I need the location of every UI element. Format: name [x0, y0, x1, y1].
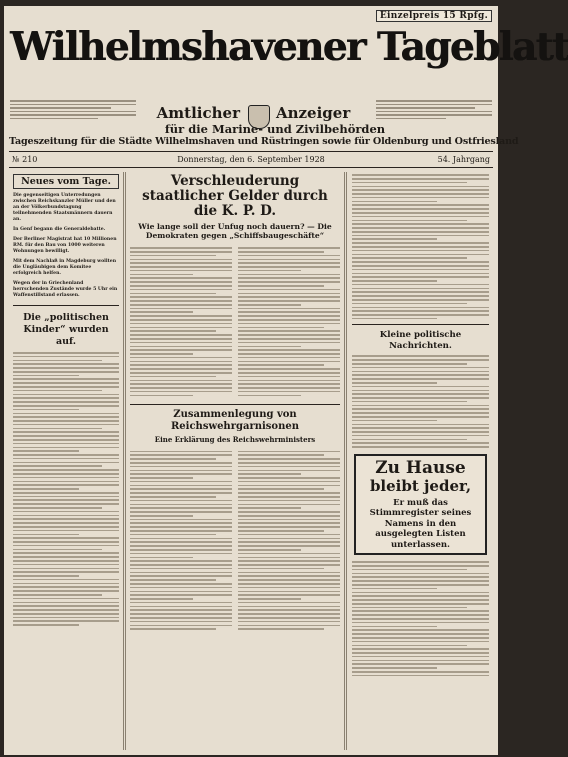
- volume-number: 54. Jahrgang: [437, 155, 490, 164]
- publisher-info-left: [10, 98, 136, 134]
- right-column-text-bottom: [352, 561, 489, 676]
- news-box-title: Neues vom Tage.: [13, 174, 119, 189]
- main-subheadline: Wie lange soll der Unfug noch dauern? — Die Demokraten gegen „Schiffsbaugeschäfte“: [138, 222, 332, 240]
- masthead-title: Wilhelmshavener Tageblatt: [10, 24, 568, 70]
- notice-line1: Zu Hause: [375, 457, 466, 478]
- main-article-col-b: [238, 245, 340, 398]
- news-box-item-1: Die gegenseitigen Unterredungen zwischen Reichskanzler Müller und den an der Völkerbundstagung teilnehmenden Staatsmännern dauern an.: [13, 193, 116, 222]
- left-column: [9, 172, 124, 750]
- notice-line2: bleibt jeder,: [369, 476, 472, 495]
- section2-col-a: [130, 448, 232, 632]
- section-divider: [130, 404, 340, 405]
- short-news-body: [352, 355, 489, 447]
- column-separator: [125, 172, 126, 750]
- rule-top: [9, 151, 493, 152]
- right-column: [348, 172, 493, 750]
- issue-number: № 210: [12, 155, 38, 164]
- subtitle-right: Anzeiger: [276, 104, 351, 122]
- section2-subheadline: Eine Erklärung des Reichswehrministers: [154, 435, 316, 445]
- column-separator: [346, 172, 347, 750]
- divider: [13, 305, 119, 306]
- price-label: Einzelpreis 15 Rpfg.: [376, 10, 492, 22]
- right-divider: [352, 324, 489, 325]
- news-box-item-2: In Genf begann die Generaldebatte.: [13, 227, 106, 232]
- third-column: [344, 172, 345, 750]
- main-headline: Verschleuderung staatlicher Gelder durch die K. P. D.: [142, 173, 328, 219]
- subtitle-line3: Tageszeitung für die Städte Wilhelmshaven und Rüstringen sowie für Oldenburg und Ostfriesland: [9, 136, 519, 147]
- article-title: Die „politischen Kinder“ wurden auf.: [23, 312, 109, 347]
- rule-bottom: [9, 167, 493, 168]
- news-box-item-3: Der Berliner Magistrat hat 10 Millionen RM. für den Bau von 1000 weiteren Wohnungen bewilligt.: [13, 237, 117, 254]
- news-box-item-4: Mit dem Nachlaß in Magdeburg wollten die Ungläubigen dem Komitee erfolgreich helfen.: [13, 259, 117, 276]
- voter-notice-box: [354, 454, 487, 556]
- right-column-text-top: [352, 174, 489, 319]
- section2-col-b: [238, 448, 340, 632]
- subtitle-left: Amtlicher: [156, 104, 240, 122]
- news-box-item-5: Wegen der in Griechenland herrschenden Zustände wurde 5 Uhr ein Waffenstillstand erlassen.: [13, 281, 118, 298]
- short-news-title: Kleine politische Nachrichten.: [379, 330, 462, 352]
- notice-line3: Er muß das Stimmregister seines Namens in den ausgelegten Listen unterlassen.: [369, 497, 472, 550]
- main-article-col-a: [130, 245, 232, 398]
- subtitle-line2: für die Marine- und Zivilbehörden: [164, 122, 386, 136]
- main-article: [126, 172, 344, 750]
- issue-date: Donnerstag, den 6. September 1928: [177, 155, 325, 164]
- section2-headline: Zusammenlegung von Reichswehrgarnisonen: [171, 409, 299, 433]
- newspaper-page: [4, 6, 568, 755]
- article-body: [13, 352, 119, 626]
